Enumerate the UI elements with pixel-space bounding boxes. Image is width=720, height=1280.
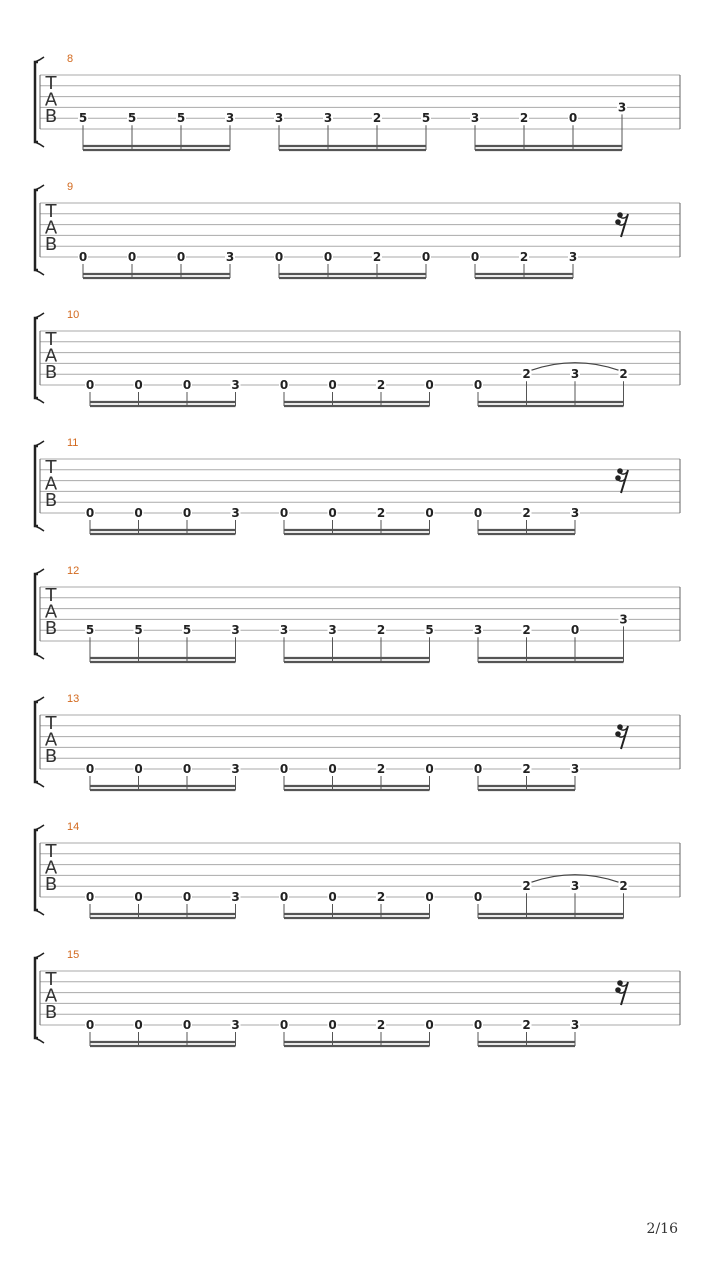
fret-number: 0 — [279, 1018, 289, 1032]
bracket-hook-bottom — [35, 526, 44, 531]
fret-number: 0 — [425, 890, 434, 904]
fret-number: 0 — [85, 762, 95, 776]
fret-number: 2 — [522, 367, 531, 382]
fret-number: 2 — [519, 250, 529, 264]
bracket-hook-bottom — [35, 398, 44, 403]
measure-number: 15 — [67, 949, 80, 961]
fret-number: 0 — [134, 762, 143, 776]
system-bracket — [35, 958, 38, 1038]
fret-number: 0 — [421, 250, 431, 264]
system-bracket — [35, 190, 38, 270]
bracket-hook-top — [35, 825, 44, 830]
fret-number: 3 — [225, 111, 235, 126]
tab-clef-letter: B — [44, 746, 58, 767]
fret-number: 2 — [522, 623, 531, 638]
fret-number: 5 — [182, 623, 192, 638]
fret-number: 0 — [279, 506, 289, 520]
fret-number: 5 — [425, 623, 434, 638]
fret-number: 3 — [279, 623, 289, 638]
fret-number: 2 — [376, 1018, 386, 1032]
tab-clef-letter: T — [45, 329, 57, 350]
tab-clef-letter: A — [44, 473, 58, 495]
tab-clef-letter: T — [45, 457, 57, 478]
fret-number: 3 — [570, 367, 580, 382]
tab-system — [35, 821, 680, 918]
fret-number: 0 — [279, 762, 289, 776]
fret-number: 5 — [78, 111, 88, 126]
tab-clef-letter: B — [44, 874, 58, 895]
fret-number: 2 — [372, 111, 382, 126]
fret-number: 2 — [372, 250, 382, 264]
fret-number: 3 — [470, 111, 480, 126]
fret-number: 0 — [134, 378, 143, 392]
fret-number: 3 — [473, 623, 483, 638]
bracket-hook-top — [35, 313, 44, 318]
fret-number: 0 — [134, 1018, 143, 1032]
tab-clef-letter: A — [44, 601, 58, 623]
fret-number: 2 — [619, 879, 628, 894]
fret-number: 0 — [182, 890, 192, 904]
fret-number: 2 — [376, 623, 386, 638]
fret-number: 3 — [231, 762, 240, 776]
system-bracket — [35, 574, 38, 654]
tab-clef-letter: B — [44, 618, 58, 639]
fret-number: 3 — [231, 623, 240, 638]
measure-number: 10 — [67, 309, 80, 321]
fret-number: 5 — [176, 111, 186, 126]
fret-number: 3 — [225, 250, 235, 264]
measure-number: 14 — [67, 821, 80, 833]
fret-number: 3 — [619, 612, 628, 627]
tab-clef-letter: B — [44, 362, 58, 383]
tab-clef-letter: B — [44, 234, 58, 255]
fret-number: 0 — [473, 890, 483, 904]
system-bracket — [35, 702, 38, 782]
fret-number: 0 — [182, 378, 192, 392]
tab-clef-letter: A — [44, 217, 58, 239]
fret-number: 0 — [182, 506, 192, 520]
fret-number: 0 — [570, 623, 580, 638]
tab-clef-letter: A — [44, 857, 58, 879]
fret-number: 0 — [279, 890, 289, 904]
fret-number: 0 — [274, 250, 284, 264]
fret-number: 3 — [231, 506, 240, 520]
tab-system — [35, 181, 680, 278]
measure-number: 8 — [67, 53, 74, 65]
fret-number: 0 — [134, 890, 143, 904]
fret-number: 3 — [570, 879, 580, 894]
system-bracket — [35, 830, 38, 910]
fret-number: 2 — [519, 111, 529, 126]
fret-number: 0 — [78, 250, 88, 264]
bracket-hook-top — [35, 185, 44, 190]
rest-flag-dot — [617, 212, 623, 218]
fret-number: 3 — [323, 111, 333, 126]
bracket-hook-top — [35, 57, 44, 62]
fret-number: 0 — [473, 1018, 483, 1032]
fret-number: 2 — [376, 378, 386, 392]
fret-number: 3 — [231, 890, 240, 904]
fret-number: 0 — [473, 762, 483, 776]
tab-clef-letter: B — [44, 106, 58, 127]
measure-number: 13 — [67, 693, 80, 705]
bracket-hook-bottom — [35, 142, 44, 147]
bracket-hook-top — [35, 441, 44, 446]
fret-number: 3 — [570, 506, 580, 520]
fret-number: 0 — [470, 250, 480, 264]
fret-number: 0 — [425, 1018, 434, 1032]
fret-number: 3 — [570, 762, 580, 776]
bracket-hook-top — [35, 953, 44, 958]
bracket-hook-bottom — [35, 270, 44, 275]
fret-number: 0 — [127, 250, 137, 264]
fret-number: 3 — [231, 1018, 240, 1032]
tab-clef-letter: A — [44, 345, 58, 367]
fret-number: 0 — [328, 890, 337, 904]
tab-clef-letter: B — [44, 490, 58, 511]
rest-flag-dot — [615, 475, 621, 481]
system-bracket — [35, 446, 38, 526]
tab-system — [35, 309, 680, 406]
bracket-hook-bottom — [35, 782, 44, 787]
fret-number: 2 — [522, 879, 531, 894]
fret-number: 0 — [134, 506, 143, 520]
measure-number: 9 — [67, 181, 74, 193]
fret-number: 3 — [568, 250, 578, 264]
tab-system — [35, 437, 680, 534]
rest-flag-dot — [615, 219, 621, 225]
tab-clef-letter: B — [44, 1002, 58, 1023]
fret-number: 0 — [176, 250, 186, 264]
fret-number: 2 — [522, 506, 531, 520]
tab-clef-letter: T — [45, 585, 57, 606]
fret-number: 0 — [85, 890, 95, 904]
fret-number: 3 — [328, 623, 337, 638]
fret-number: 2 — [376, 762, 386, 776]
rest-flag-dot — [615, 731, 621, 737]
fret-number: 2 — [619, 367, 628, 382]
fret-number: 0 — [182, 1018, 192, 1032]
tab-clef-letter: A — [44, 985, 58, 1007]
tab-clef-letter: T — [45, 713, 57, 734]
measure-number: 11 — [67, 437, 79, 449]
tab-system — [35, 949, 680, 1046]
fret-number: 0 — [182, 762, 192, 776]
fret-number: 2 — [376, 890, 386, 904]
fret-number: 0 — [425, 378, 434, 392]
fret-number: 0 — [279, 378, 289, 392]
bracket-hook-bottom — [35, 910, 44, 915]
fret-number: 0 — [328, 1018, 337, 1032]
rest-flag-dot — [617, 724, 623, 730]
fret-number: 0 — [323, 250, 333, 264]
system-bracket — [35, 318, 38, 398]
fret-number: 5 — [134, 623, 143, 638]
rest-flag-dot — [617, 468, 623, 474]
fret-number: 5 — [85, 623, 95, 638]
tab-clef-letter: A — [44, 729, 58, 751]
fret-number: 0 — [568, 111, 578, 126]
fret-number: 3 — [231, 378, 240, 392]
system-bracket — [35, 62, 38, 142]
fret-number: 3 — [570, 1018, 580, 1032]
fret-number: 3 — [274, 111, 284, 126]
bracket-hook-bottom — [35, 1038, 44, 1043]
fret-number: 0 — [473, 506, 483, 520]
fret-number: 0 — [328, 378, 337, 392]
fret-number: 0 — [425, 506, 434, 520]
rest-flag-dot — [617, 980, 623, 986]
tab-clef-letter: T — [45, 969, 57, 990]
tab-system — [35, 53, 680, 150]
fret-number: 0 — [85, 506, 95, 520]
fret-number: 2 — [522, 762, 531, 776]
measure-number: 12 — [67, 565, 80, 577]
bracket-hook-bottom — [35, 654, 44, 659]
tab-clef-letter: T — [45, 73, 57, 94]
page-number: 2/16 — [646, 1221, 678, 1237]
tab-clef-letter: A — [44, 89, 58, 111]
fret-number: 0 — [328, 506, 337, 520]
tab-system — [35, 565, 680, 662]
rest-flag-dot — [615, 987, 621, 993]
fret-number: 0 — [473, 378, 483, 392]
fret-number: 0 — [328, 762, 337, 776]
fret-number: 5 — [421, 111, 431, 126]
fret-number: 5 — [127, 111, 137, 126]
tab-clef-letter: T — [45, 201, 57, 222]
fret-number: 0 — [425, 762, 434, 776]
tab-system — [35, 693, 680, 790]
fret-number: 0 — [85, 378, 95, 392]
bracket-hook-top — [35, 569, 44, 574]
bracket-hook-top — [35, 697, 44, 702]
fret-number: 2 — [522, 1018, 531, 1032]
fret-number: 3 — [617, 100, 627, 115]
fret-number: 0 — [85, 1018, 95, 1032]
tab-clef-letter: T — [45, 841, 57, 862]
fret-number: 2 — [376, 506, 386, 520]
